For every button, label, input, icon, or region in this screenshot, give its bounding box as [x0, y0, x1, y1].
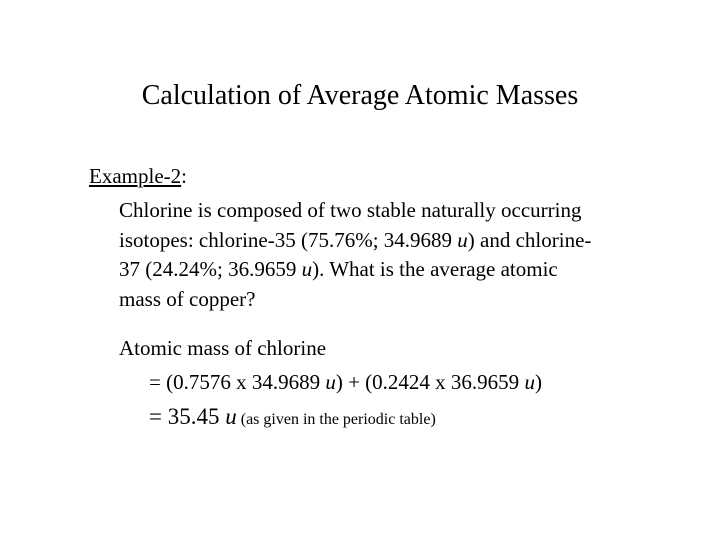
problem-line-3-text-b: ). What is the average atomic — [312, 257, 558, 281]
unit-u: u — [301, 257, 313, 281]
problem-line-2-text-b: ) and chlorine- — [467, 227, 592, 252]
calc-text-b: ) + (0.2424 x 36.9659 — [335, 370, 525, 394]
solution-label: Atomic mass of chlorine — [119, 336, 327, 360]
problem-line-4: mass of copper? — [119, 286, 256, 311]
problem-line-3-text-a: 37 (24.24%; 36.9659 — [119, 257, 302, 281]
result-note: (as given in the periodic table) — [236, 411, 436, 428]
result-value: = 35.45 — [149, 404, 226, 429]
example-colon: : — [181, 164, 187, 188]
unit-u: u — [225, 404, 237, 429]
problem-line-2 — [119, 226, 679, 256]
calculation-line-1 — [149, 368, 542, 397]
slide-title: Calculation of Average Atomic Masses — [141, 80, 579, 111]
problem-line-2-text-a: isotopes: chlorine-35 (75.76%; 34.9689 — [119, 227, 458, 252]
problem-line-3 — [119, 255, 679, 285]
example-heading — [89, 162, 187, 190]
problem-statement — [119, 196, 679, 314]
calc-text-a: = (0.7576 x 34.9689 — [149, 370, 326, 394]
example-label: Example-2 — [89, 164, 182, 188]
unit-u: u — [457, 227, 468, 252]
calc-text-c: ) — [534, 370, 542, 394]
unit-u: u — [325, 370, 336, 394]
unit-u: u — [524, 370, 535, 394]
calculation-line-2 — [149, 402, 436, 434]
problem-line-1: Chlorine is composed of two stable naturally occurring — [119, 198, 582, 222]
